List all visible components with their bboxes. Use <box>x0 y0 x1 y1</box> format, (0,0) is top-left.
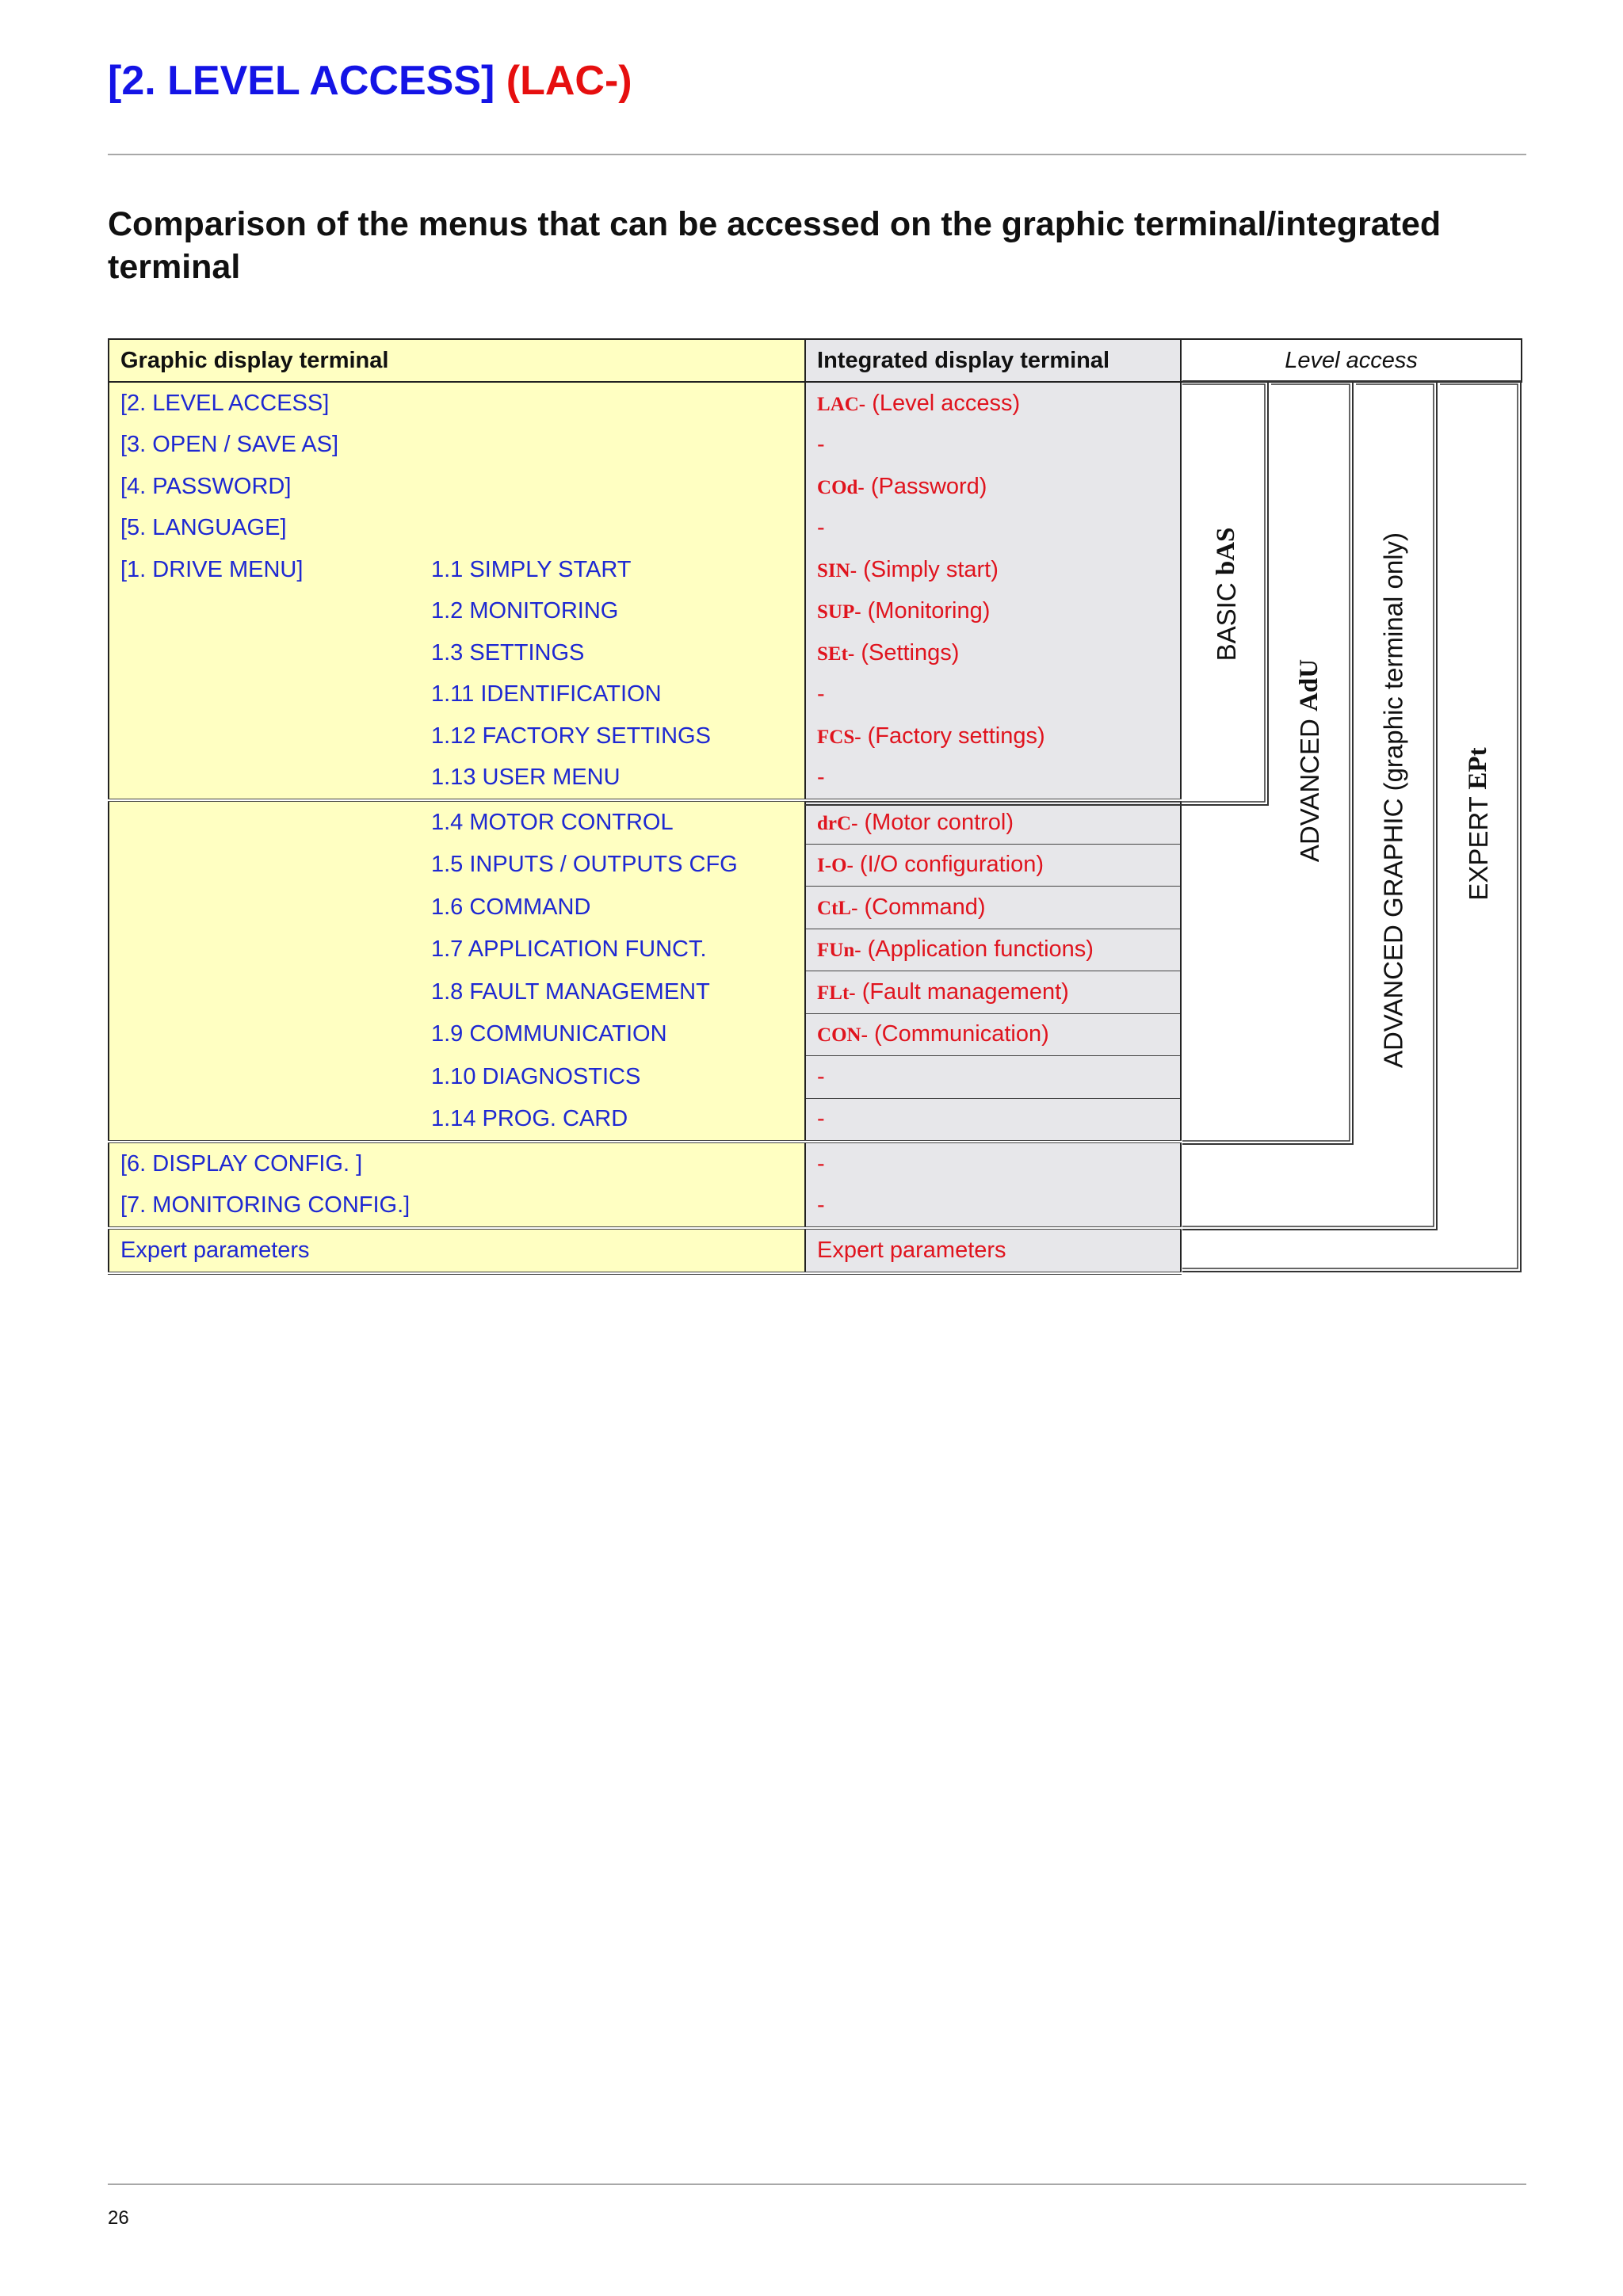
graphic-menu-cell <box>109 715 420 757</box>
graphic-menu-cell <box>109 632 420 674</box>
level-access-cell <box>1181 1056 1522 1099</box>
integrated-menu-cell <box>805 508 1181 550</box>
graphic-submenu-cell: 1.3 SETTINGS <box>420 632 805 674</box>
level-access-cell <box>1181 757 1522 801</box>
graphic-menu-cell <box>109 674 420 716</box>
level-access-cell <box>1181 466 1522 508</box>
title-menu-name: [2. LEVEL ACCESS] <box>108 58 495 104</box>
integrated-menu-code: - <box>817 765 825 791</box>
graphic-submenu-cell <box>420 1185 805 1229</box>
graphic-submenu-cell <box>420 466 805 508</box>
integrated-menu-description: (Simply start) <box>863 556 999 582</box>
table-row <box>109 1185 1522 1229</box>
table-row <box>109 844 1522 887</box>
integrated-menu-cell <box>805 1056 1181 1099</box>
page-number: 26 <box>108 2207 129 2229</box>
header-integrated-terminal: Integrated display terminal <box>805 339 1181 382</box>
table-row <box>109 425 1522 467</box>
table-row <box>109 929 1522 971</box>
level-access-cell <box>1181 1098 1522 1142</box>
integrated-menu-cell <box>805 1142 1181 1185</box>
table-row <box>109 1228 1522 1273</box>
graphic-submenu-cell: 1.10 DIAGNOSTICS <box>420 1056 805 1099</box>
integrated-menu-description: (Factory settings) <box>867 723 1045 749</box>
graphic-submenu-cell <box>420 1228 805 1273</box>
header-rule <box>108 154 1526 155</box>
integrated-menu-code: SIN- <box>817 559 857 582</box>
integrated-menu-cell <box>805 425 1181 467</box>
integrated-menu-cell <box>805 549 1181 591</box>
graphic-submenu-cell: 1.11 IDENTIFICATION <box>420 674 805 716</box>
integrated-menu-code: CtL- <box>817 897 858 919</box>
table-row <box>109 674 1522 716</box>
integrated-menu-code: drC- <box>817 812 858 834</box>
table-row <box>109 800 1522 844</box>
integrated-menu-code: SUP- <box>817 601 861 624</box>
graphic-menu-cell: [4. PASSWORD] <box>109 466 420 508</box>
graphic-submenu-cell <box>420 508 805 550</box>
graphic-menu-cell <box>109 1013 420 1056</box>
header-graphic-terminal: Graphic display terminal <box>109 339 805 382</box>
graphic-submenu-cell: 1.13 USER MENU <box>420 757 805 801</box>
graphic-menu-cell <box>109 800 420 844</box>
menu-comparison-table <box>108 338 1522 1275</box>
table-row <box>109 1142 1522 1185</box>
integrated-menu-description: (Fault management) <box>861 978 1069 1005</box>
level-expert-label: EXPERT EPt <box>1463 747 1493 901</box>
integrated-menu-description: Expert parameters <box>817 1237 1006 1263</box>
graphic-menu-cell: [2. LEVEL ACCESS] <box>109 382 420 425</box>
graphic-submenu-cell: 1.9 COMMUNICATION <box>420 1013 805 1056</box>
table-row <box>109 591 1522 633</box>
level-access-cell <box>1181 508 1522 550</box>
level-access-cell <box>1181 887 1522 929</box>
integrated-menu-cell <box>805 971 1181 1014</box>
integrated-menu-cell <box>805 844 1181 887</box>
integrated-menu-code: I-O- <box>817 855 854 877</box>
integrated-menu-code: - <box>817 1150 825 1177</box>
table-row <box>109 1056 1522 1099</box>
graphic-menu-cell: Expert parameters <box>109 1228 420 1273</box>
integrated-menu-cell <box>805 1228 1181 1273</box>
graphic-menu-cell: [6. DISPLAY CONFIG. ] <box>109 1142 420 1185</box>
integrated-menu-cell <box>805 632 1181 674</box>
graphic-submenu-cell: 1.6 COMMAND <box>420 887 805 929</box>
integrated-menu-cell <box>805 1098 1181 1142</box>
graphic-menu-cell <box>109 971 420 1014</box>
level-access-cell <box>1181 425 1522 467</box>
level-access-cell <box>1181 1185 1522 1229</box>
integrated-menu-cell <box>805 466 1181 508</box>
level-access-cell <box>1181 1228 1522 1273</box>
level-basic-label: BASIC bAS <box>1211 527 1241 662</box>
integrated-menu-description: (Settings) <box>861 639 960 666</box>
integrated-menu-code: - <box>817 432 825 458</box>
title-menu-code: (LAC-) <box>506 58 632 104</box>
graphic-menu-cell <box>109 757 420 801</box>
table-row <box>109 887 1522 929</box>
integrated-menu-code: - <box>817 1063 825 1089</box>
graphic-menu-cell <box>109 887 420 929</box>
integrated-menu-cell <box>805 929 1181 971</box>
level-access-cell <box>1181 1013 1522 1056</box>
table-row <box>109 757 1522 801</box>
graphic-submenu-cell: 1.5 INPUTS / OUTPUTS CFG <box>420 844 805 887</box>
graphic-submenu-cell: 1.12 FACTORY SETTINGS <box>420 715 805 757</box>
integrated-menu-description: (Communication) <box>873 1021 1049 1047</box>
level-access-cell <box>1181 674 1522 716</box>
integrated-menu-description: (Monitoring) <box>867 598 991 624</box>
table-row <box>109 508 1522 550</box>
header-level-access: Level access <box>1181 339 1522 382</box>
level-access-cell <box>1181 549 1522 591</box>
graphic-submenu-cell: 1.1 SIMPLY START <box>420 549 805 591</box>
level-access-cell <box>1181 929 1522 971</box>
level-access-cell <box>1181 800 1522 844</box>
table-row <box>109 1013 1522 1056</box>
table-row <box>109 382 1522 425</box>
graphic-submenu-cell <box>420 425 805 467</box>
level-access-cell <box>1181 632 1522 674</box>
integrated-menu-cell <box>805 1185 1181 1229</box>
graphic-menu-cell <box>109 1098 420 1142</box>
table-row <box>109 632 1522 674</box>
integrated-menu-description: (Command) <box>864 894 986 920</box>
integrated-menu-description: (I/O configuration) <box>859 852 1044 878</box>
integrated-menu-cell <box>805 1013 1181 1056</box>
graphic-menu-cell <box>109 1056 420 1099</box>
integrated-menu-code: - <box>817 515 825 541</box>
integrated-menu-description: (Application functions) <box>867 936 1094 963</box>
integrated-menu-code: - <box>817 1192 825 1219</box>
graphic-menu-cell: [5. LANGUAGE] <box>109 508 420 550</box>
integrated-menu-code: FLt- <box>817 982 856 1004</box>
table-row <box>109 549 1522 591</box>
table-row <box>109 466 1522 508</box>
integrated-menu-cell <box>805 887 1181 929</box>
section-heading: Comparison of the menus that can be accessed on the graphic terminal/integrated terminal <box>108 205 1442 286</box>
graphic-menu-cell: [1. DRIVE MENU] <box>109 549 420 591</box>
level-access-cell <box>1181 382 1522 425</box>
integrated-menu-code: - <box>817 681 825 707</box>
level-access-cell <box>1181 971 1522 1014</box>
integrated-menu-code: FUn- <box>817 940 861 962</box>
integrated-menu-cell <box>805 715 1181 757</box>
graphic-menu-cell: [7. MONITORING CONFIG.] <box>109 1185 420 1229</box>
graphic-submenu-cell: 1.4 MOTOR CONTROL <box>420 800 805 844</box>
level-access-cell <box>1181 1142 1522 1185</box>
table-row <box>109 971 1522 1014</box>
integrated-menu-code: COd- <box>817 476 865 498</box>
integrated-menu-cell <box>805 674 1181 716</box>
page-title <box>108 57 632 105</box>
table-header-row <box>109 339 1522 382</box>
integrated-menu-cell <box>805 800 1181 844</box>
level-advanced-graphic-label: ADVANCED GRAPHIC (graphic terminal only) <box>1378 532 1408 1069</box>
integrated-menu-code: FCS- <box>817 726 861 748</box>
graphic-menu-cell: [3. OPEN / SAVE AS] <box>109 425 420 467</box>
graphic-menu-cell <box>109 844 420 887</box>
level-access-cell <box>1181 591 1522 633</box>
graphic-submenu-cell <box>420 1142 805 1185</box>
graphic-submenu-cell <box>420 382 805 425</box>
level-advanced-label: ADVANCED AdU <box>1294 658 1324 863</box>
graphic-submenu-cell: 1.14 PROG. CARD <box>420 1098 805 1142</box>
graphic-submenu-cell: 1.8 FAULT MANAGEMENT <box>420 971 805 1014</box>
table-body <box>109 382 1522 1273</box>
graphic-menu-cell <box>109 929 420 971</box>
level-access-cell <box>1181 844 1522 887</box>
integrated-menu-description: (Motor control) <box>864 809 1014 835</box>
integrated-menu-description: (Level access) <box>872 390 1021 416</box>
integrated-menu-code: CON- <box>817 1024 868 1047</box>
graphic-menu-cell <box>109 591 420 633</box>
integrated-menu-cell <box>805 591 1181 633</box>
integrated-menu-code: - <box>817 1106 825 1132</box>
integrated-menu-code: SEt- <box>817 643 855 665</box>
graphic-submenu-cell: 1.2 MONITORING <box>420 591 805 633</box>
level-access-cell <box>1181 715 1522 757</box>
integrated-menu-description: (Password) <box>870 473 987 499</box>
integrated-menu-cell <box>805 382 1181 425</box>
integrated-menu-code: LAC- <box>817 393 866 415</box>
footer-rule <box>108 2183 1526 2185</box>
table-row <box>109 715 1522 757</box>
integrated-menu-cell <box>805 757 1181 801</box>
graphic-submenu-cell: 1.7 APPLICATION FUNCT. <box>420 929 805 971</box>
table-row <box>109 1098 1522 1142</box>
